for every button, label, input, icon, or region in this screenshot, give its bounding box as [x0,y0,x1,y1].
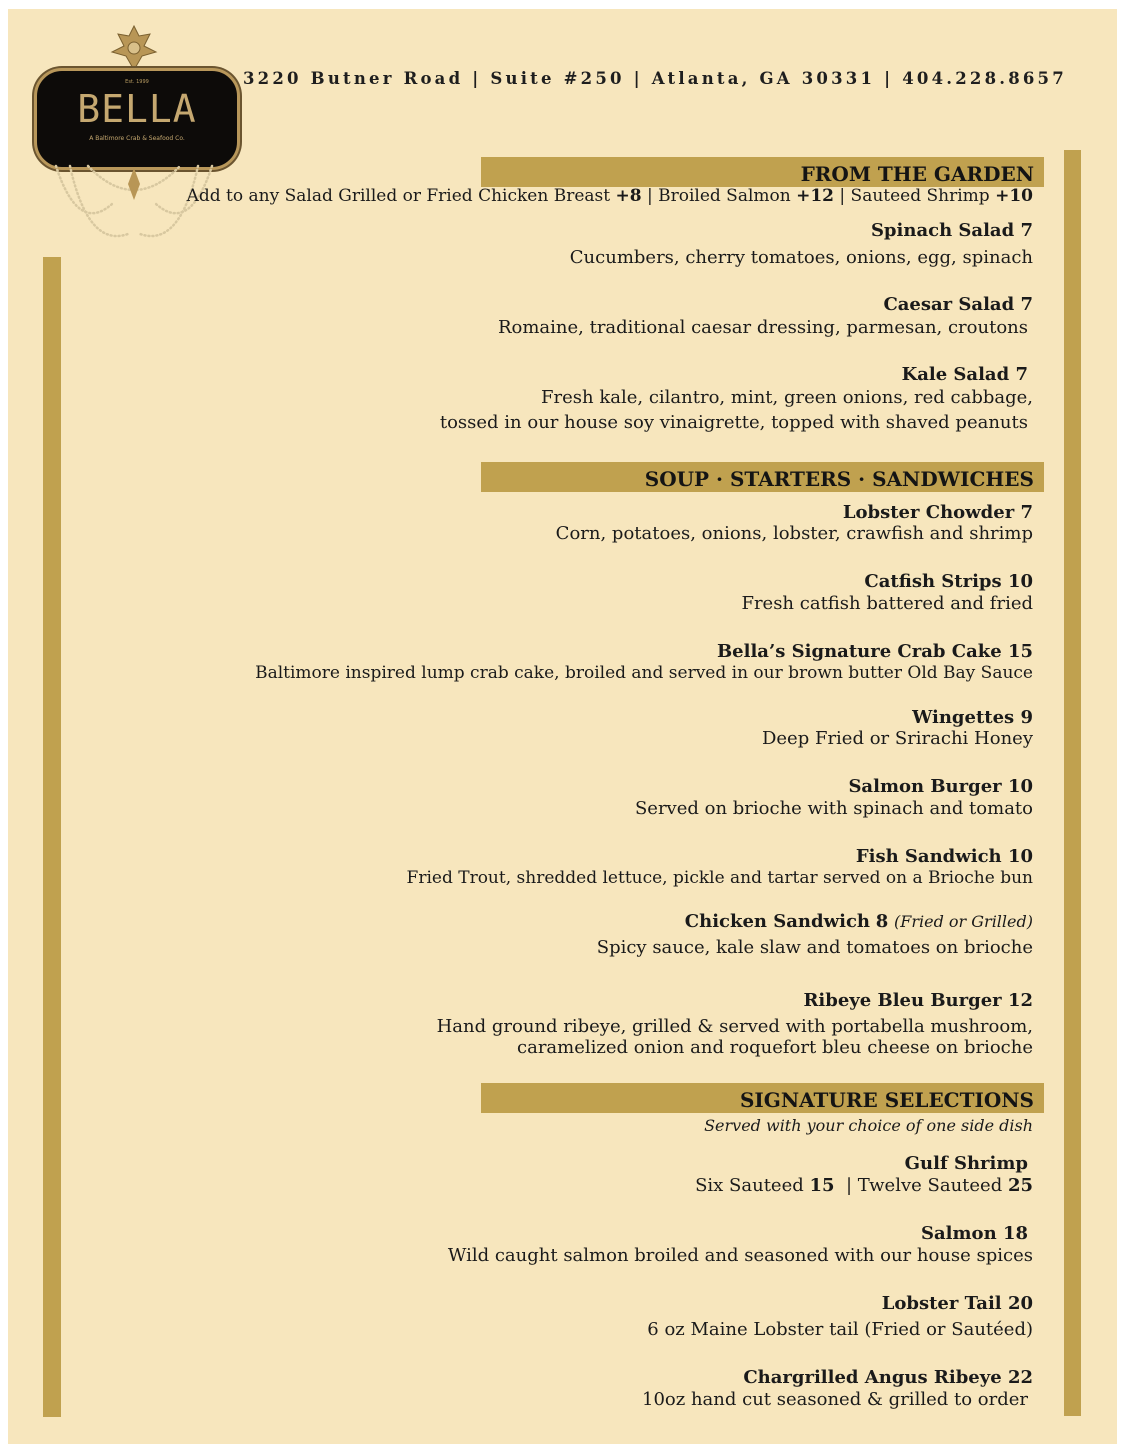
item-crab-cake: Bella’s Signature Crab Cake 15 [716,641,1033,662]
item-desc: 6 oz Maine Lobster tail (Fried or Sautéed) [647,1319,1033,1340]
item-desc: 10oz hand cut seasoned & grilled to order [642,1389,1028,1410]
item-spinach-salad: Spinach Salad 7 [870,220,1033,241]
logo-plaque [34,68,240,170]
left-decorative-bar [43,257,61,1417]
item-desc: Spicy sauce, kale slaw and tomatoes on brioche [596,937,1033,958]
item-desc: Corn, potatoes, onions, lobster, crawfish and shrimp [555,523,1033,544]
item-desc: Baltimore inspired lump crab cake, broiled and served in our brown butter Old Bay Sauce [255,663,1033,683]
signature-subtitle: Served with your choice of one side dish [704,1116,1033,1135]
item-salmon-burger: Salmon Burger 10 [848,776,1033,797]
item-lobster-chowder: Lobster Chowder 7 [842,502,1033,523]
item-catfish-strips: Catfish Strips 10 [864,571,1033,592]
logo-tagline: A Baltimore Crab & Seafood Co. [89,135,185,142]
item-kale-salad: Kale Salad 7 [901,364,1028,385]
restaurant-address: 3220 Butner Road | Suite #250 | Atlanta, GA 30331 | 404.228.8657 [243,69,1067,88]
section-header-signature: SIGNATURE SELECTIONS [481,1083,1044,1113]
item-angus-ribeye: Chargrilled Angus Ribeye 22 [743,1367,1033,1388]
item-chicken-sandwich: Chicken Sandwich 8 (Fried or Grilled) [684,911,1033,932]
item-desc: Deep Fried or Srirachi Honey [761,728,1033,749]
section-header-starters: SOUP · STARTERS · SANDWICHES [481,462,1044,492]
item-fish-sandwich: Fish Sandwich 10 [855,846,1033,867]
item-desc: Hand ground ribeye, grilled & served with portabella mushroom, [436,1016,1033,1037]
item-desc: Fried Trout, shredded lettuce, pickle and tartar served on a Brioche bun [406,868,1033,888]
item-ribeye-bleu-burger: Ribeye Bleu Burger 12 [803,990,1033,1011]
right-decorative-bar [1064,150,1081,1416]
item-desc: Fresh kale, cilantro, mint, green onions, red cabbage, [541,387,1033,408]
logo-name: BELLA [77,87,197,131]
bella-logo [28,24,243,250]
item-desc-cont: caramelized onion and roquefort bleu cheese on brioche [517,1037,1033,1058]
section-header-garden: FROM THE GARDEN [481,157,1044,187]
garden-addon-note: Add to any Salad Grilled or Fried Chicken Breast +8 | Broiled Salmon +12 | Sauteed Shrimp +10 [186,186,1033,206]
logo-est: Est. 1999 [125,79,149,85]
item-desc: Romaine, traditional caesar dressing, parmesan, croutons [497,317,1028,338]
item-desc: Wild caught salmon broiled and seasoned with our house spices [447,1245,1033,1266]
item-desc: Six Sauteed 15 | Twelve Sauteed 25 [695,1175,1033,1196]
item-caesar-salad: Caesar Salad 7 [883,294,1033,315]
item-lobster-tail: Lobster Tail 20 [881,1293,1033,1314]
item-desc: Served on brioche with spinach and tomato [634,798,1033,819]
pearl-drape-icon [48,164,220,250]
item-desc-cont: tossed in our house soy vinaigrette, topped with shaved peanuts [439,412,1028,433]
item-wingettes: Wingettes 9 [912,707,1033,728]
item-desc: Fresh catfish battered and fried [741,593,1033,614]
item-gulf-shrimp: Gulf Shrimp [904,1153,1028,1174]
item-salmon: Salmon 18 [921,1223,1028,1244]
item-desc: Cucumbers, cherry tomatoes, onions, egg, spinach [569,247,1033,268]
ornament-crown-icon [106,24,162,72]
